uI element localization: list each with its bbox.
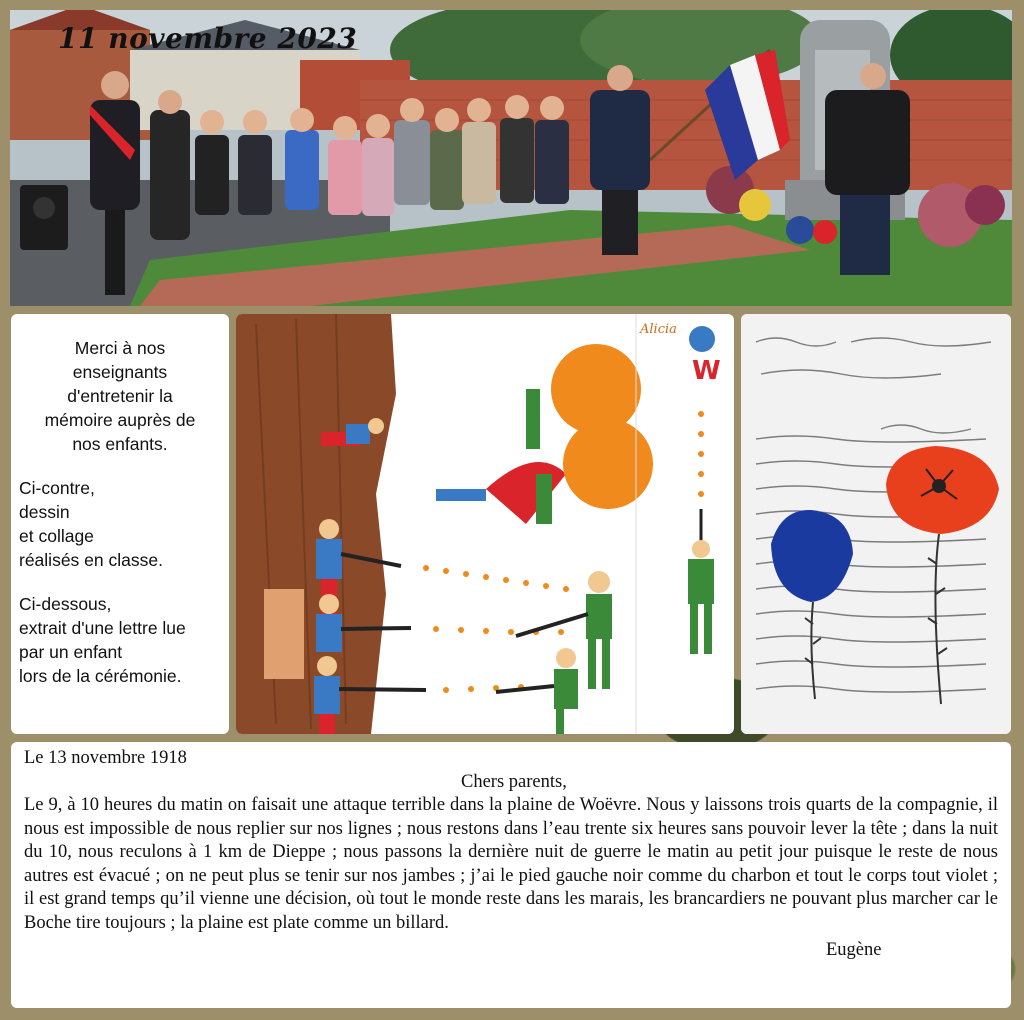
orange-poppy-icon (551, 344, 653, 509)
soldier-green-2 (496, 648, 578, 734)
trench-drawing (236, 314, 734, 734)
rank-insignia-icon (689, 326, 721, 386)
letter-signature: Eugène (826, 940, 882, 960)
letter-scan (741, 314, 1011, 734)
thanks-text: Merci à nos enseignants d'entretenir la mémoire auprès de nos enfants. (44, 338, 196, 454)
ceremony-photo (10, 10, 1012, 306)
child-drawing (236, 314, 734, 734)
note-panel (11, 314, 229, 734)
letter-date: Le 13 novembre 1918 (24, 748, 187, 768)
page-title: 11 novembre 2023 (58, 22, 358, 55)
svg-text:W: W (692, 356, 721, 386)
drawing-signature: Alicia (640, 322, 677, 337)
letter-caption: Ci-dessous, extrait d'une lettre lue par un enfant lors de la cérémonie. (19, 594, 186, 686)
speaker-icon (20, 185, 68, 250)
letter-transcription (11, 742, 1011, 1008)
handwritten-letter-image (741, 314, 1011, 734)
drawing-caption: Ci-contre, dessin et collage réalisés en classe. (19, 478, 163, 570)
letter-body: Le 9, à 10 heures du matin on faisait une attaque terrible dans la plaine de Woëvre. Nous y laissons trois quarts de la compagnie, il nous est impossible de nous replier sur nos lignes ; nous restons dans l’eau trente six heures sans pouvoir lever la tête ; dans la nuit du 10, nous reculons à 1 km de Dieppe ; nous passons la dernière nuit de guerre le matin au petit jour puisque le reste de nous autres est évacué ; on ne peut plus se tenir sur nos jambes ; j’ai le pied gauche noir comme du charbon et tout le corps tout violet ; il est grand temps qu’il vienne une décision, où tout le monde reste dans les marais, les brancardiers ne pouvant plus marcher car le Boche tire toujours ; la plaine est plate comme un billard. (24, 795, 998, 933)
letter-salutation: Chers parents, (461, 771, 567, 792)
